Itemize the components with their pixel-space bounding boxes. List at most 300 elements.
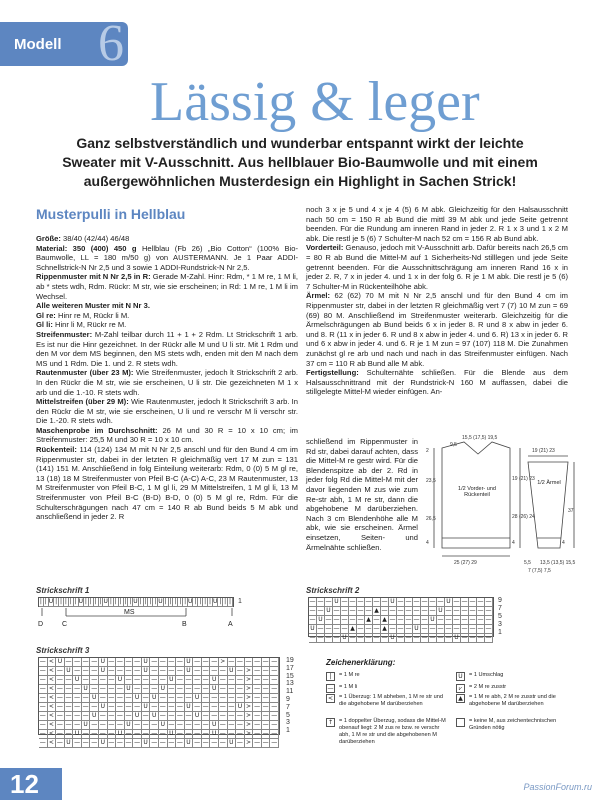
chart1-cell: | [169, 598, 172, 605]
chart2-cell: — [373, 616, 380, 623]
chart2-cell: — [349, 598, 356, 605]
chart3-cell: — [271, 721, 278, 728]
chart3-cell: — [74, 703, 81, 710]
legend-symbol-icon: ⩗ [456, 684, 465, 693]
chart2-cell: — [365, 625, 372, 632]
chart2-cell: — [437, 616, 444, 623]
chart3-cell: — [168, 703, 175, 710]
dim-bottom: 25 (27) 29 [454, 560, 477, 566]
dim-side-a: 23,5 [426, 478, 436, 484]
chart3-cell: — [142, 712, 149, 719]
chart3-cell: — [151, 703, 158, 710]
chart3-cell: — [176, 694, 183, 701]
chart3-cell: — [185, 685, 192, 692]
chart1-cell: | [204, 598, 207, 605]
dim-inner-a: 19 (21) 23 [512, 476, 535, 482]
chart1-arrow-a: A [228, 621, 233, 628]
chart3-cell: — [194, 685, 201, 692]
chart3-cell: < [48, 703, 57, 712]
chart3-cell: — [185, 694, 192, 701]
chart3-cell: — [228, 730, 235, 737]
chart3-cell: — [134, 676, 141, 683]
chart3-cell: > [245, 703, 254, 712]
chart3-cell: > [219, 658, 228, 667]
chart3-cell: — [116, 721, 123, 728]
chart3-cell: — [185, 712, 192, 719]
chart2-cell: — [333, 616, 340, 623]
chart3-cell: < [48, 667, 57, 676]
chart3-cell: U [82, 721, 91, 730]
chart3-cell: > [245, 739, 254, 748]
page-number-badge [0, 768, 62, 800]
chart1-arrows [36, 606, 240, 630]
chart3-cell: > [245, 685, 254, 694]
chart2-cell: — [357, 598, 364, 605]
chart3-cell: — [74, 712, 81, 719]
chart3-cell: — [236, 694, 243, 701]
legend-symbol-icon: < [327, 695, 334, 702]
chart3-cell: — [194, 658, 201, 665]
chart3-cell: — [56, 730, 63, 737]
chart3-cell: < [48, 694, 57, 703]
chart1-cell: | [184, 598, 187, 605]
right-label: Fertigstellung: [306, 368, 359, 378]
chart3-cell: — [82, 712, 89, 719]
chart3-cell: U [159, 685, 168, 694]
chart3-cell: — [65, 694, 72, 701]
chart3-cell: — [134, 658, 141, 665]
chart3-cell: — [202, 721, 209, 728]
chart2-cell: — [413, 607, 420, 614]
chart3-cell: U [185, 703, 194, 712]
chart1-arrow-d: D [38, 621, 44, 628]
chart3-cell: — [271, 667, 278, 674]
legend-symbol-icon: — [327, 685, 334, 692]
chart3-cell: — [151, 730, 158, 737]
chart3-cell: — [168, 721, 175, 728]
dim-sleeve-height: 37 [568, 508, 574, 514]
left-paragraph [36, 234, 298, 244]
sleeve-label: 1/2 Ärmel [537, 480, 561, 486]
chart3-cell: — [151, 676, 158, 683]
chart3-row-number: 19 [286, 657, 294, 664]
chart2-cell: — [357, 616, 364, 623]
chart1-arrow-c: C [62, 621, 68, 628]
chart2-cell: — [421, 625, 428, 632]
chart3-cell: — [39, 685, 46, 692]
chart3-cell: — [142, 694, 149, 701]
chart3-cell: — [219, 676, 226, 683]
chart2-cell: — [325, 634, 332, 641]
legend-text: = 1 Umschlag [469, 672, 504, 678]
chart3-cell: — [236, 658, 243, 665]
chart3-cell: — [142, 730, 149, 737]
page-number: 12 [10, 769, 39, 799]
chart3-cell: — [134, 685, 141, 692]
chart3-cell: — [65, 721, 72, 728]
chart2-cell: — [429, 625, 436, 632]
chart2-cell: — [333, 607, 340, 614]
chart3-row-number: 15 [286, 672, 294, 680]
chart1-cell: | [149, 598, 152, 605]
chart2-cell: U [413, 625, 421, 634]
chart3-cell: U [236, 703, 245, 712]
right-text: Genauso, jedoch mit V-Ausschnitt arb. Dafür bereits nach 26,5 cm = 80 R ab Bund die Mittel-M auf 1 Sicherheits-Nd stilllegen und jede Seite getrennt beenden. Für die Ausschnittschrägung am inneren Rand 16 x in jeder 2. R, 7 x in jeder 4. und 1 x in der folg 6. R je 1 M abk. Die restl je 5 (6) 7 Schulter-M in Rückenteilhöhe abk. [306, 243, 568, 291]
chart3-cell: U [56, 658, 65, 667]
chart3-cell: — [151, 685, 158, 692]
left-text: M-Zahl teilbar durch 11 + 1 + 2 Rdm. Lt Strickschrift 1 arb. Es ist nur die Hinr gezeichnet. In der Rückr alle M und U li str. Mit 1 Rdm und den M vor dem MS beginnen, den MS stets wdh, enden mit den M nach dem MS und 1 Rdm. Die 1. und 2. R stets wdh. [36, 329, 298, 368]
chart3-cell: — [151, 658, 158, 665]
chart3-cell: — [125, 712, 132, 719]
chart2-cell: ▲ [349, 625, 357, 634]
chart2-cell: — [485, 625, 492, 632]
chart3-cell: U [82, 685, 91, 694]
chart3-cell: — [82, 730, 89, 737]
chart3-cell: — [82, 667, 89, 674]
chart2-cell: — [477, 625, 484, 632]
left-paragraph [36, 368, 298, 397]
chart2-cell: — [421, 616, 428, 623]
chart3-cell: — [65, 685, 72, 692]
chart3-cell: < [48, 721, 57, 730]
chart3-cell: — [74, 721, 81, 728]
chart2-cell: — [397, 625, 404, 632]
chart2-grid [308, 597, 494, 641]
chart3-cell: — [39, 676, 46, 683]
chart3-cell: — [262, 685, 269, 692]
left-paragraph [36, 426, 298, 445]
chart2-cell: — [461, 625, 468, 632]
chart2-cell: U [389, 598, 397, 607]
chart3-cell: — [271, 712, 278, 719]
chart3-cell: — [151, 667, 158, 674]
chart3-cell: — [99, 694, 106, 701]
chart3-cell: — [134, 730, 141, 737]
chart3-cell: — [176, 685, 183, 692]
chart3-cell: — [134, 739, 141, 746]
chart1-ms-label: MS [124, 609, 135, 616]
chart3-cell: — [91, 676, 98, 683]
chart2-cell: — [373, 598, 380, 605]
chart3-cell: — [202, 667, 209, 674]
legend-item [326, 672, 446, 681]
left-paragraph [36, 445, 298, 522]
left-paragraph [36, 397, 298, 426]
legend [326, 658, 576, 758]
chart2-cell: — [381, 598, 388, 605]
chart3-cell: — [108, 712, 115, 719]
chart3-cell: U [99, 739, 108, 748]
chart3-cell: — [254, 721, 261, 728]
chart3-cell: U [99, 667, 108, 676]
chart3-cell: — [262, 694, 269, 701]
chart3-cell: — [82, 676, 89, 683]
chart2-cell: — [325, 616, 332, 623]
chart3-cell: U [168, 676, 177, 685]
chart2-cell: — [317, 634, 324, 641]
legend-title: Zeichenerklärung: [326, 658, 396, 667]
dim-side-b: 26,5 [426, 516, 436, 522]
chart3-cell: — [245, 658, 252, 665]
chart2-cell: — [421, 634, 428, 641]
chart3-row-number: 7 [286, 703, 290, 711]
chart1-cell: | [179, 598, 182, 605]
chart2-cell: U [437, 607, 445, 616]
dim-sleeve-bottom-b: 13,5 (13,5) 15,5 [540, 560, 576, 566]
chart2-cell: — [485, 616, 492, 623]
chart2-cell: — [397, 616, 404, 623]
chart3-cell: — [116, 667, 123, 674]
chart3-cell: — [236, 667, 243, 674]
chart2-cell: — [437, 598, 444, 605]
chart3-cell: — [228, 712, 235, 719]
chart3-cell: U [193, 712, 202, 721]
chart3-cell: — [228, 658, 235, 665]
chart3-cell: — [159, 694, 166, 701]
chart3-cell: — [39, 739, 46, 746]
chart3-cell: — [176, 712, 183, 719]
chart3-cell: — [116, 712, 123, 719]
chart2-cell: — [421, 607, 428, 614]
chart2-cell: — [461, 607, 468, 614]
chart3-cell: — [116, 739, 123, 746]
chart2-cell: — [309, 616, 316, 623]
left-label: Rippenmuster mit N Nr 2,5 in R: [36, 272, 151, 282]
chart3-cell: — [271, 739, 278, 746]
chart3-cell: — [56, 676, 63, 683]
chart3-cell: — [211, 739, 218, 746]
chart2-cell: — [437, 634, 444, 641]
chart1-cell: | [129, 598, 132, 605]
chart1-cell: | [164, 598, 167, 605]
chart2-cell: — [469, 607, 476, 614]
chart1-cell: | [174, 598, 177, 605]
dim-inner-c: 4 [512, 540, 515, 546]
chart3-cell: < [48, 739, 57, 748]
chart1-cell: | [144, 598, 147, 605]
chart3-cell: — [108, 721, 115, 728]
chart3-cell: U [65, 667, 74, 676]
chart3-cell: < [48, 712, 57, 721]
chart3-cell: — [228, 694, 235, 701]
chart3-cell: — [159, 712, 166, 719]
legend-item [456, 694, 576, 708]
chart3-cell: — [116, 703, 123, 710]
legend-text: = keine M, aus zeichentechnischen Gründen nötig [469, 718, 557, 731]
legend-item [326, 718, 446, 746]
chart2-cell: — [469, 598, 476, 605]
chart1-cell: | [119, 598, 122, 605]
chart3-cell: — [219, 694, 226, 701]
instructions-right-narrow [306, 437, 418, 577]
chart3-cell: — [211, 658, 218, 665]
intro-text: Ganz selbstverständlich und wunderbar entspannt wirkt der leichte Sweater mit V-Ausschnitt. Aus hellblauer Bio-Baumwolle und mit einem außergewöhnlichen Musterdesign ein Highlight in Sachen Strick! [62, 135, 538, 189]
chart2-cell: — [397, 607, 404, 614]
chart3-cell: U [142, 667, 151, 676]
chart3-cell: > [245, 712, 254, 721]
chart1-cell: U [103, 598, 108, 605]
chart1-cell: | [139, 598, 142, 605]
dim-sleeve-top: 19 (21) 23 [532, 448, 555, 454]
sleeve-label-box [532, 480, 566, 500]
chart2-row-number: 1 [498, 629, 502, 636]
left-paragraph [36, 244, 298, 273]
left-label: Material: 350 (400) 450 g [36, 243, 137, 253]
chart2-row-number: 9 [498, 597, 502, 604]
chart2-cell: — [405, 598, 412, 605]
chart3-cell: — [159, 676, 166, 683]
chart3-cell: U [125, 685, 134, 694]
chart3-cell: — [176, 739, 183, 746]
chart3-cell: — [134, 703, 141, 710]
chart3-cell: — [159, 730, 166, 737]
left-text: Wie Streifenmuster, jedoch lt Strickschrift 2 arb. In den Rückr die M str, wie sie erscheinen, U li str. Die gezeichneten M 1 x arb und die 1.-10. R stets wdh. [36, 368, 298, 397]
chart3-cell: — [108, 730, 115, 737]
chart1-cell: | [194, 598, 197, 605]
chart3-cell: — [159, 658, 166, 665]
chart2-cell: — [309, 634, 316, 641]
chart3-cell: — [194, 739, 201, 746]
chart3-cell: — [91, 730, 98, 737]
chart2-cell: — [309, 607, 316, 614]
chart3-cell: — [202, 703, 209, 710]
chart3-cell: — [228, 703, 235, 710]
chart3-cell: — [254, 730, 261, 737]
chart2-cell: — [309, 598, 316, 605]
left-paragraph [36, 301, 298, 311]
legend-symbol-icon: ↑ [327, 719, 334, 726]
chart1-cell: U [48, 598, 54, 605]
chart3-cell: — [185, 730, 192, 737]
chart3-cell: — [159, 667, 166, 674]
chart2-cell: — [381, 607, 388, 614]
chart3-cell: U [150, 694, 159, 703]
chart3-cell: U [228, 739, 237, 748]
chart3-cell: — [262, 703, 269, 710]
left-label: Maschenprobe im Durchschnitt: [36, 425, 158, 435]
chart2-cell: — [389, 616, 396, 623]
chart3-cell: — [91, 703, 98, 710]
chart3-cell: > [245, 730, 254, 739]
chart3-cell: — [142, 721, 149, 728]
left-label: Größe: [36, 234, 61, 243]
chart3-cell: — [74, 667, 81, 674]
chart3-cell: — [194, 703, 201, 710]
chart3-cell: — [271, 658, 278, 665]
chart3-cell: — [56, 685, 63, 692]
finishing-text: schließend im Rippenmuster in Rd str, dabei darauf achten, dass die Mittel-M re gestr wird. Für die Blendenspitze ab der 2. Rd in jeder folg Rd die Mittel-M mit der davor liegenden M zus wie zum Re-str abh, 1 M re str, dann die abgehobene M darüberziehen. Nach 3 cm Blendenhöhe alle M abk, wie sie erscheinen. Ärmel einsetzen, Seiten- und Ärmelnähte schließen. [306, 437, 418, 552]
chart3-cell: — [219, 667, 226, 674]
chart3-cell: — [211, 694, 218, 701]
legend-symbol-icon: ▲ [456, 694, 465, 703]
chart3-cell: — [202, 658, 209, 665]
chart3-cell: — [116, 694, 123, 701]
legend-text: = 1 Überzug: 1 M abheben, 1 M re str und die abgehobene M darüberziehen [339, 694, 444, 707]
chart3-row-number: 13 [286, 680, 294, 688]
chart3-cell: — [262, 712, 269, 719]
headline: Lässig & leger [150, 71, 480, 133]
chart2-cell: — [333, 634, 340, 641]
chart2-cell: — [461, 598, 468, 605]
chart3-cell: — [236, 721, 243, 728]
chart3-cell: — [116, 658, 123, 665]
chart3-cell: U [142, 739, 151, 748]
left-paragraph [36, 330, 298, 368]
chart1-cell: | [114, 598, 117, 605]
chart3-row-number: 17 [286, 664, 294, 672]
chart3-row-number: 1 [286, 727, 290, 735]
chart3-cell: — [202, 730, 209, 737]
chart3-cell: — [262, 658, 269, 665]
chart2-cell: — [453, 616, 460, 623]
chart2-cell: — [453, 607, 460, 614]
left-label: Gl li: [36, 320, 53, 330]
chart1-cell: U [78, 598, 83, 605]
chart2-cell: — [389, 607, 396, 614]
chart3-cell: — [185, 676, 192, 683]
chart3-cell: U [90, 694, 99, 703]
chart3-cell: — [228, 676, 235, 683]
chart3-cell: — [39, 730, 46, 737]
chart3-cell: U [228, 667, 237, 676]
chart3-cell: — [219, 739, 226, 746]
schematic-diagram [416, 435, 580, 586]
chart2-row-number: 7 [498, 605, 502, 612]
chart3-cell: > [245, 721, 254, 730]
chart2-cell: — [317, 607, 324, 614]
left-text: Hinr li M, Rückr re M. [52, 320, 127, 330]
chart1-cell: U [212, 598, 218, 605]
chart3-cell: > [245, 676, 254, 685]
chart3-cell: — [151, 739, 158, 746]
chart3-cell: — [125, 667, 132, 674]
chart3-row-number: 11 [286, 688, 294, 696]
left-label: Alle weiteren Muster mit N Nr 3. [36, 301, 150, 311]
chart3-cell: U [125, 721, 134, 730]
chart3-cell: — [254, 658, 261, 665]
chart2-cell: — [397, 634, 404, 641]
chart2-cell: — [477, 607, 484, 614]
chart3-cell: — [108, 658, 115, 665]
chart3-cell: — [134, 721, 141, 728]
chart1-cell: U [158, 598, 163, 605]
chart3-cell: — [82, 739, 89, 746]
chart2-cell: — [389, 625, 396, 632]
right-label: Vorderteil: [306, 243, 344, 253]
left-text: Wie Rautenmuster, jedoch lt Strickschrift 3 arb. In den Rückr die M str, wie sie erscheinen, U li und re verschr M li verschr str. Die 1.-20. R stets wdh. [36, 397, 298, 426]
chart2-cell: U [429, 616, 437, 625]
chart1-cell: | [69, 598, 72, 605]
chart3-row-number: 9 [286, 695, 290, 703]
chart3-cell: — [211, 712, 218, 719]
chart3-cell: — [91, 667, 98, 674]
chart3-cell: — [262, 739, 269, 746]
chart3-cell: — [194, 676, 201, 683]
chart3-cell: — [65, 712, 72, 719]
chart3-cell: — [168, 658, 175, 665]
chart3-cell: U [99, 703, 108, 712]
chart3-cell: — [194, 721, 201, 728]
right-text: Schulternähte schließen. Für die Blende aus dem Halsausschnittrand mit der Rundstrick-N 160 M auffassen, dabei die stillgelegte Mittel-M wieder einfügen. An- [306, 368, 568, 397]
chart1-cell: | [109, 598, 112, 605]
chart3-cell: — [39, 694, 46, 701]
chart3-cell: — [168, 712, 175, 719]
chart2-cell: — [349, 607, 356, 614]
chart3-cell: — [168, 694, 175, 701]
dim-sleeve-bottom-a: 5,5 [524, 560, 531, 566]
chart3-cell: — [202, 712, 209, 719]
chart2-cell: ▲ [365, 616, 373, 625]
